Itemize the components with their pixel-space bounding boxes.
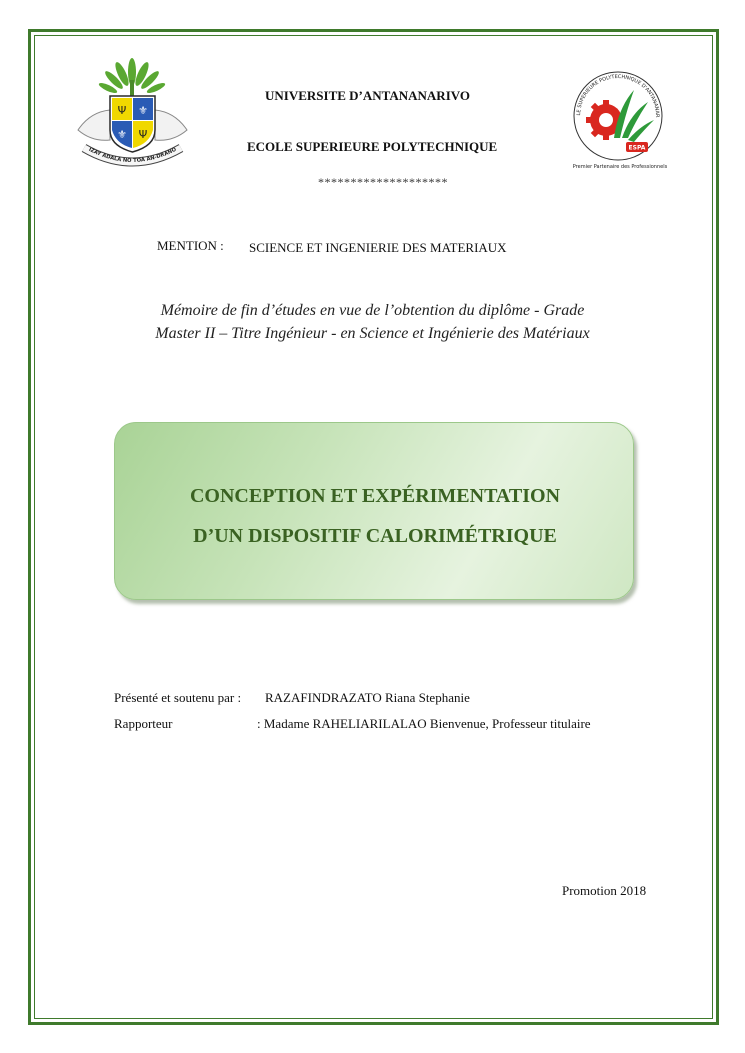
rapporteur-label: Rapporteur xyxy=(114,716,173,731)
esp-logo xyxy=(568,68,673,170)
thesis-title-line-2: D’UN DISPOSITIF CALORIMÉTRIQUE xyxy=(193,525,557,547)
subtitle-line-2: Master II – Titre Ingénieur - en Science et Ingénierie des Matériaux xyxy=(155,325,590,342)
svg-text:⚜: ⚜ xyxy=(138,104,148,117)
svg-text:Ψ: Ψ xyxy=(138,128,148,141)
svg-text:Premier Partenaire des Profess: Premier Partenaire des Professionnels xyxy=(572,164,668,170)
thesis-title-box xyxy=(114,422,634,600)
thesis-title-line-1: CONCEPTION ET EXPÉRIMENTATION xyxy=(189,485,561,507)
svg-text:Ψ: Ψ xyxy=(117,104,127,117)
university-name: UNIVERSITE D’ANTANANARIVO xyxy=(265,88,470,103)
svg-text:ECOLE SUPERIEURE POLYTECHNIQUE: LE SUPERIEURE POLYTECHNIQUE D'ANTANANAR xyxy=(575,73,661,118)
mention-label: MENTION : xyxy=(157,238,224,253)
svg-text:IZAY ADALA NO TOA AN-DRANO: IZAY ADALA NO TOA AN-DRANO xyxy=(87,146,178,165)
university-crest-logo xyxy=(70,50,195,170)
author-label: Présenté et soutenu par : xyxy=(114,690,242,705)
school-name: ECOLE SUPERIEURE POLYTECHNIQUE xyxy=(247,139,498,154)
mention-value: SCIENCE ET INGENIERIE DES MATERIAUX xyxy=(249,240,507,255)
svg-text:⚜: ⚜ xyxy=(117,128,127,141)
author-name: RAZAFINDRAZATO Riana Stephanie xyxy=(265,690,470,705)
svg-text:ESPA: ESPA xyxy=(628,144,646,152)
separator-stars: ******************** xyxy=(318,175,448,189)
rapporteur-name: : Madame RAHELIARILALAO Bienvenue, Professeur titulaire xyxy=(257,716,591,731)
promotion-year: Promotion 2018 xyxy=(562,883,647,898)
subtitle-line-1: Mémoire de fin d’études en vue de l’obtention du diplôme - Grade xyxy=(160,302,585,319)
